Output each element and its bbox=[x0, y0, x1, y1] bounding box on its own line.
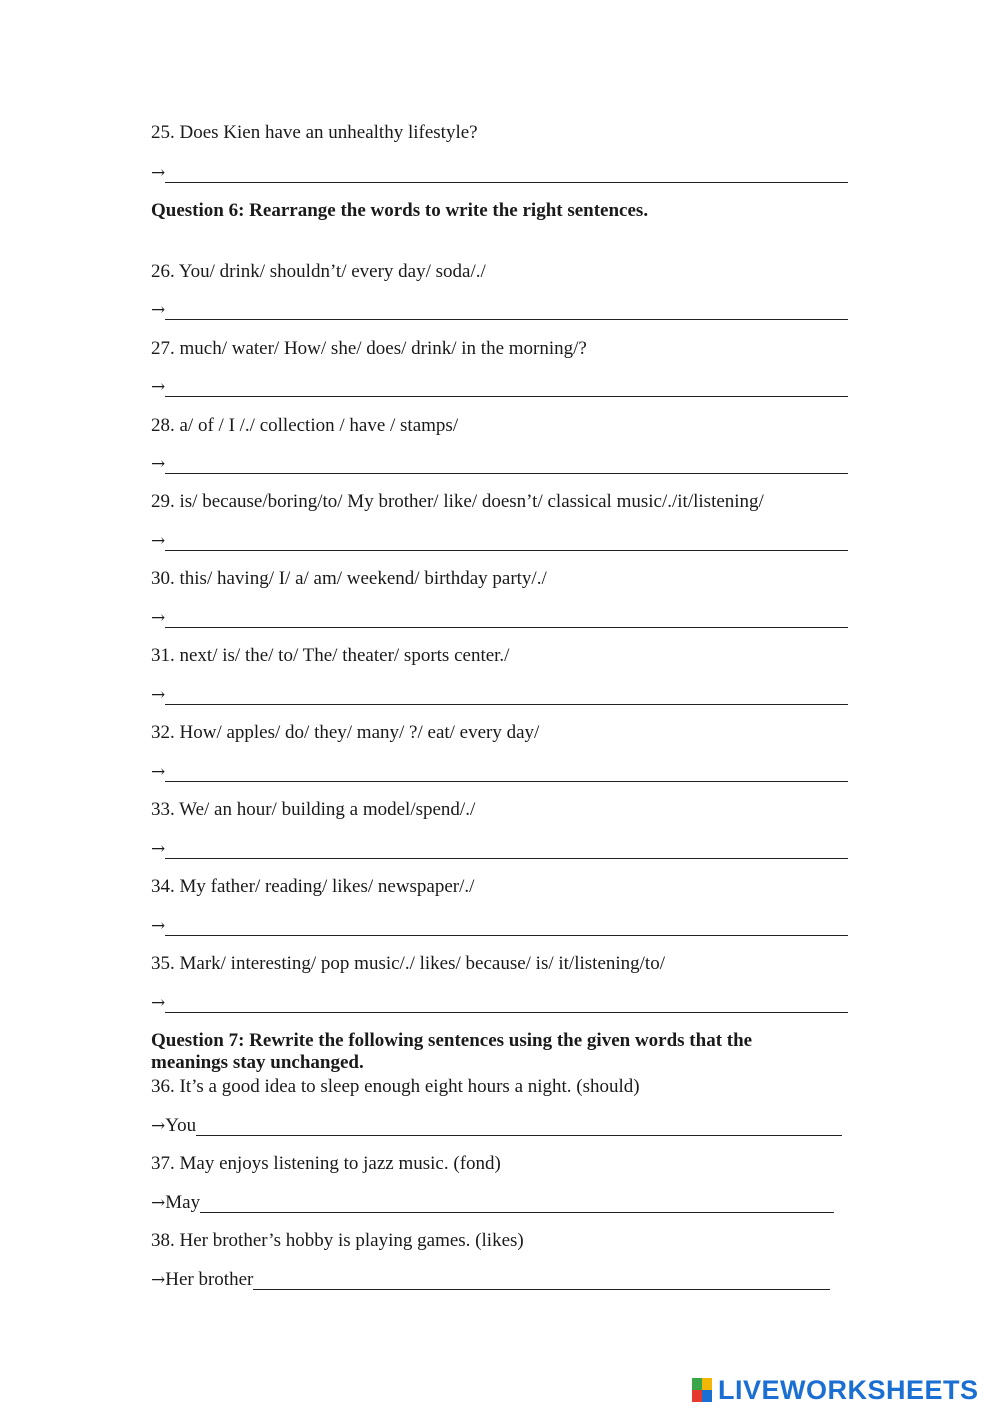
question-37: 37. May enjoys listening to jazz music. (fond) bbox=[151, 1153, 501, 1174]
answer-26[interactable] bbox=[151, 299, 848, 321]
answer-line[interactable] bbox=[165, 534, 848, 551]
answer-35[interactable] bbox=[151, 992, 848, 1014]
answer-25[interactable] bbox=[151, 162, 848, 184]
arrow-icon: → bbox=[151, 1193, 166, 1213]
question-30: 30. this/ having/ I/ a/ am/ weekend/ birthday party/./ bbox=[151, 568, 547, 589]
answer-line[interactable] bbox=[165, 303, 848, 320]
arrow-icon: → bbox=[151, 993, 166, 1013]
answer-28[interactable] bbox=[151, 453, 848, 475]
liveworksheets-mark-icon bbox=[692, 1378, 712, 1402]
arrow-icon: → bbox=[151, 531, 166, 551]
arrow-icon: → bbox=[151, 377, 166, 397]
answer-37[interactable] bbox=[151, 1192, 834, 1214]
question-34: 34. My father/ reading/ likes/ newspaper/./ bbox=[151, 876, 475, 897]
answer-prefix: Her brother bbox=[165, 1269, 254, 1290]
brand-name: LIVEWORKSHEETS bbox=[718, 1375, 979, 1405]
arrow-icon: → bbox=[151, 608, 166, 628]
answer-34[interactable] bbox=[151, 915, 848, 937]
question-6-heading: Question 6: Rearrange the words to write the right sentences. bbox=[151, 200, 649, 221]
question-27: 27. much/ water/ How/ she/ does/ drink/ in the morning/? bbox=[151, 338, 587, 359]
arrow-icon: → bbox=[151, 454, 166, 474]
answer-line[interactable] bbox=[165, 457, 848, 474]
answer-32[interactable] bbox=[151, 761, 848, 783]
question-35: 35. Mark/ interesting/ pop music/./ likes/ because/ is/ it/listening/to/ bbox=[151, 953, 665, 974]
arrow-icon: → bbox=[151, 1116, 166, 1136]
question-7-heading: Question 7: Rewrite the following sentences using the given words that the meanings stay unchanged. bbox=[151, 1030, 753, 1073]
answer-line[interactable] bbox=[165, 919, 848, 936]
answer-line[interactable] bbox=[165, 380, 848, 397]
answer-27[interactable] bbox=[151, 376, 848, 398]
arrow-icon: → bbox=[151, 762, 166, 782]
question-38: 38. Her brother’s hobby is playing games. (likes) bbox=[151, 1230, 524, 1251]
arrow-icon: → bbox=[151, 685, 166, 705]
answer-31[interactable] bbox=[151, 684, 848, 706]
answer-prefix: You bbox=[165, 1115, 197, 1136]
answer-38[interactable] bbox=[151, 1269, 830, 1291]
answer-36[interactable] bbox=[151, 1115, 842, 1137]
answer-line[interactable] bbox=[165, 765, 848, 782]
answer-line[interactable] bbox=[196, 1119, 842, 1136]
answer-prefix: May bbox=[165, 1192, 201, 1213]
arrow-icon: → bbox=[151, 163, 166, 183]
question-33: 33. We/ an hour/ building a model/spend/./ bbox=[151, 799, 476, 820]
answer-30[interactable] bbox=[151, 607, 848, 629]
question-31: 31. next/ is/ the/ to/ The/ theater/ sports center./ bbox=[151, 645, 510, 666]
question-25: 25. Does Kien have an unhealthy lifestyle? bbox=[151, 122, 478, 143]
answer-line[interactable] bbox=[165, 688, 848, 705]
answer-line[interactable] bbox=[165, 166, 848, 183]
answer-29[interactable] bbox=[151, 530, 848, 552]
answer-line[interactable] bbox=[165, 996, 848, 1013]
arrow-icon: → bbox=[151, 300, 166, 320]
question-26: 26. You/ drink/ shouldn’t/ every day/ soda/./ bbox=[151, 261, 486, 282]
liveworksheets-logo bbox=[692, 1376, 979, 1404]
answer-line[interactable] bbox=[200, 1196, 834, 1213]
question-29: 29. is/ because/boring/to/ My brother/ like/ doesn’t/ classical music/./it/listening/ bbox=[151, 491, 764, 512]
answer-line[interactable] bbox=[165, 842, 848, 859]
answer-line[interactable] bbox=[165, 611, 848, 628]
question-32: 32. How/ apples/ do/ they/ many/ ?/ eat/ every day/ bbox=[151, 722, 540, 743]
answer-33[interactable] bbox=[151, 838, 848, 860]
answer-line[interactable] bbox=[253, 1273, 830, 1290]
question-28: 28. a/ of / I /./ collection / have / stamps/ bbox=[151, 415, 459, 436]
question-36: 36. It’s a good idea to sleep enough eight hours a night. (should) bbox=[151, 1076, 640, 1097]
arrow-icon: → bbox=[151, 839, 166, 859]
arrow-icon: → bbox=[151, 916, 166, 936]
arrow-icon: → bbox=[151, 1270, 166, 1290]
